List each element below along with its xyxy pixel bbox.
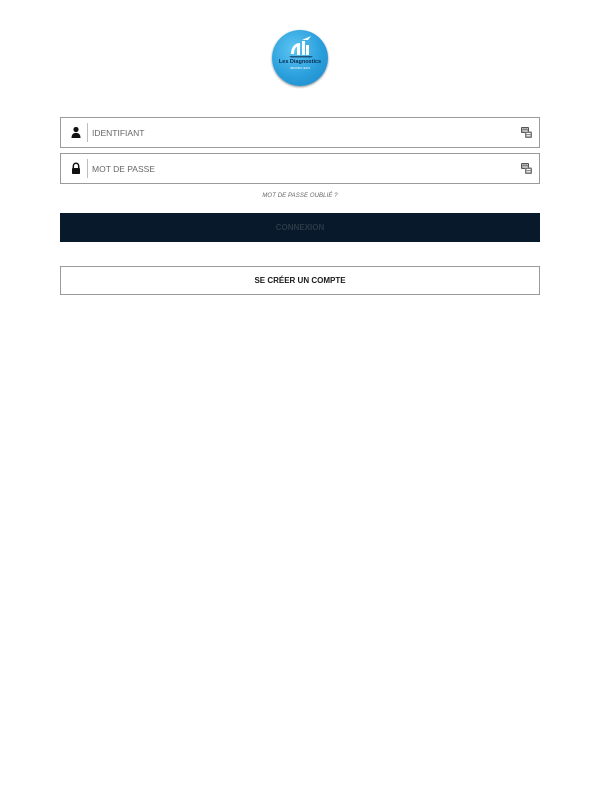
field-separator [87, 123, 88, 142]
create-account-button[interactable]: SE CRÉER UN COMPTE [60, 266, 540, 295]
logo-subtitle: IMMOBILIERS [289, 66, 311, 70]
username-field [60, 117, 540, 148]
lock-icon [70, 162, 82, 175]
username-input[interactable] [92, 118, 492, 147]
password-input[interactable] [92, 154, 492, 183]
logo-name: Les Diagnostics [278, 59, 322, 65]
keyboard-icon[interactable] [521, 163, 532, 174]
user-icon [70, 126, 82, 139]
password-field [60, 153, 540, 184]
forgot-password-link[interactable]: MOT DE PASSE OUBLIÉ ? [262, 193, 338, 199]
field-separator [87, 159, 88, 178]
company-logo [272, 30, 328, 86]
keyboard-icon[interactable] [521, 127, 532, 138]
logo-mark-icon [272, 30, 328, 86]
login-button[interactable]: CONNEXION [60, 213, 540, 242]
